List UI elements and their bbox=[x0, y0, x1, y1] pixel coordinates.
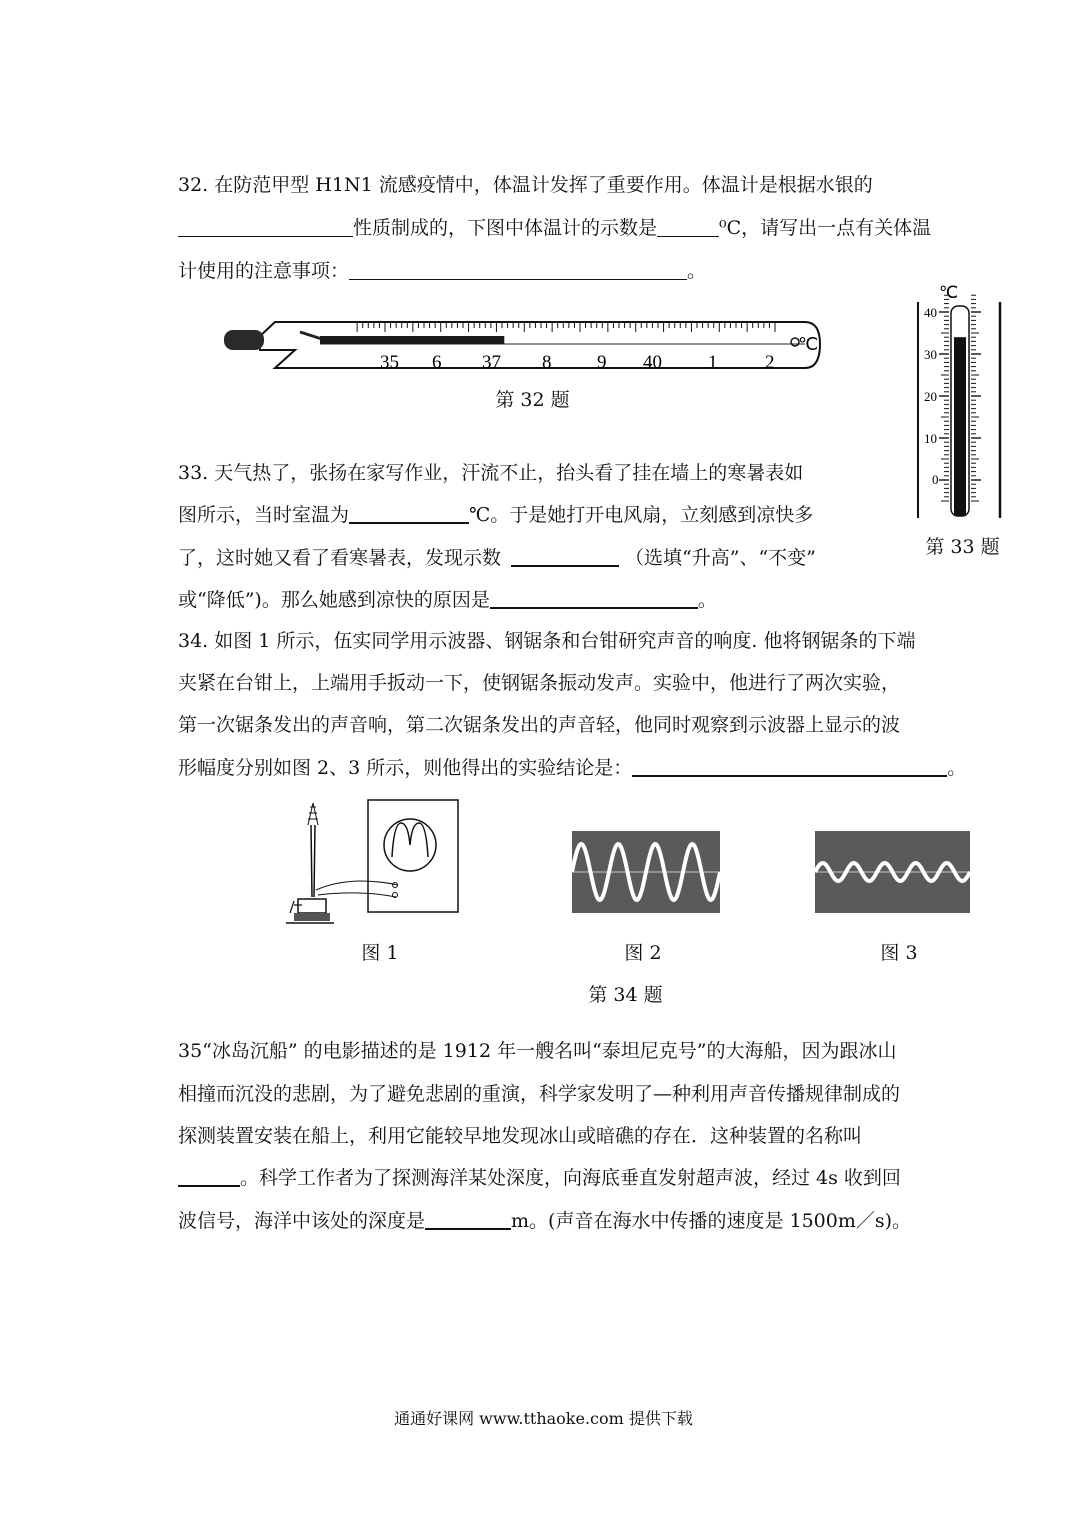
q34-blank-conclusion[interactable] bbox=[632, 757, 947, 777]
q32-line-2 bbox=[178, 215, 1008, 241]
wall-thermometer-unit: ℃ bbox=[939, 283, 959, 302]
q35-line-1: 35“冰岛沉船” 的电影描述的是 1912 年一艘名叫“泰坦尼克号”的大海船，因为跟冰山 bbox=[178, 1040, 897, 1062]
q32-line-3 bbox=[178, 258, 1008, 284]
q33-blank-temperature[interactable] bbox=[349, 504, 469, 524]
q35-line-5-end: m。(声音在海水中传播的速度是 1500m／s)。 bbox=[511, 1210, 912, 1232]
q32-blank-notice[interactable] bbox=[349, 261, 687, 280]
q34-line-2: 夹紧在台钳上，上端用手扳动一下，使钢锯条振动发声。实验中，他进行了两次实验， bbox=[178, 672, 901, 694]
clinical-thermometer-body bbox=[224, 322, 820, 368]
q32-caption: 第 32 题 bbox=[495, 389, 570, 411]
q33-line-2-text: 图所示，当时室温为 bbox=[178, 504, 350, 526]
wall-thermometer-liquid bbox=[954, 337, 966, 516]
saw-blade-vise bbox=[286, 803, 398, 923]
q33-line-4-text: 或“降低”)。那么她感到凉快的原因是 bbox=[178, 589, 490, 611]
q33-line-3-end: （选填“升高”、“不变” bbox=[625, 547, 816, 569]
wall-label-30: 30 bbox=[924, 347, 937, 362]
clinical-label-40: 40 bbox=[643, 352, 662, 373]
q34-line-1: 34. 如图 1 所示，伍实同学用示波器、钢锯条和台钳研究声音的响度. 他将钢锯条的下端 bbox=[178, 630, 916, 652]
q33-caption: 第 33 题 bbox=[925, 536, 1000, 558]
q34-line-4 bbox=[178, 755, 1008, 781]
q33-line-2-end: ℃。于是她打开电风扇，立刻感到凉快多 bbox=[469, 504, 814, 526]
page-footer: 通通好课网 www.tthaoke.com 提供下载 bbox=[394, 1409, 693, 1428]
wall-label-40: 40 bbox=[924, 305, 937, 320]
q35-line-4-text: 。科学工作者为了探测海洋某处深度，向海底垂直发射超声波，经过 4s 收到回 bbox=[240, 1167, 901, 1189]
clinical-label-41: 1 bbox=[708, 352, 718, 373]
loud-waveform-figure bbox=[572, 831, 720, 913]
q35-blank-device[interactable] bbox=[178, 1167, 240, 1187]
wall-label-10: 10 bbox=[924, 431, 937, 446]
q33-line-1: 33. 天气热了，张扬在家写作业，汗流不止，抬头看了挂在墙上的寒暑表如 bbox=[178, 462, 804, 484]
q35-line-3: 探测装置安装在船上，利用它能较早地发现冰山或暗礁的存在．这种装置的名称叫 bbox=[178, 1125, 863, 1147]
q33-line-3 bbox=[178, 545, 893, 571]
q34-line-4-end: 。 bbox=[947, 757, 967, 779]
fig3-caption: 图 3 bbox=[880, 942, 918, 964]
clinical-label-42: 2 bbox=[765, 352, 775, 373]
q35-line-5 bbox=[178, 1208, 1008, 1234]
fig2-caption: 图 2 bbox=[624, 942, 662, 964]
q33-line-3-text: 了，这时她又看了看寒暑表，发现示数 bbox=[178, 547, 502, 569]
clinical-label-35: 35 bbox=[380, 352, 399, 373]
clinical-label-39: 9 bbox=[597, 352, 607, 373]
q33-line-4 bbox=[178, 587, 893, 613]
q33-blank-change[interactable] bbox=[511, 547, 619, 567]
clinical-label-38: 8 bbox=[542, 352, 552, 373]
clinical-thermometer-mercury bbox=[320, 336, 504, 344]
q32-line-3-text: 计使用的注意事项： bbox=[178, 260, 350, 282]
q33-line-2 bbox=[178, 502, 893, 528]
q35-line-2: 相撞而沉没的悲剧，为了避免悲剧的重演，科学家发明了—种利用声音传播规律制成的 bbox=[178, 1083, 901, 1105]
q33-line-4-end: 。 bbox=[697, 589, 717, 611]
q34-caption: 第 34 题 bbox=[588, 984, 663, 1006]
q35-line-5-text: 波信号，海洋中该处的深度是 bbox=[178, 1210, 426, 1232]
wall-label-0: 0 bbox=[932, 472, 939, 487]
q32-blank-property[interactable] bbox=[178, 218, 353, 237]
q32-line-3-end: 。 bbox=[687, 260, 707, 282]
clinical-unit-label: ℃ bbox=[798, 334, 819, 354]
clinical-label-36: 6 bbox=[432, 352, 442, 373]
q32-line-1: 32. 在防范甲型 H1N1 流感疫情中，体温计发挥了重要作用。体温计是根据水银的 bbox=[178, 174, 873, 196]
q32-line-2-text: 性质制成的，下图中体温计的示数是 bbox=[353, 217, 658, 239]
clinical-label-37: 37 bbox=[482, 352, 501, 373]
q34-line-4-text: 形幅度分别如图 2、3 所示，则他得出的实验结论是： bbox=[178, 757, 633, 779]
q33-blank-reason[interactable] bbox=[490, 589, 698, 609]
q32-line-2-unit: ⁰C，请写出一点有关体温 bbox=[719, 217, 932, 239]
q34-line-3: 第一次锯条发出的声音响，第二次锯条发出的声音轻，他同时观察到示波器上显示的波 bbox=[178, 714, 901, 736]
fig1-caption: 图 1 bbox=[361, 942, 399, 964]
oscilloscope-setup-figure bbox=[280, 795, 465, 935]
q35-blank-depth[interactable] bbox=[425, 1210, 511, 1230]
clinical-thermometer-figure bbox=[220, 310, 825, 380]
soft-waveform-figure bbox=[815, 831, 970, 913]
wall-label-20: 20 bbox=[924, 389, 937, 404]
wall-thermometer-figure bbox=[915, 280, 1010, 525]
q32-blank-reading[interactable] bbox=[657, 218, 719, 237]
q35-line-4 bbox=[178, 1165, 1008, 1191]
